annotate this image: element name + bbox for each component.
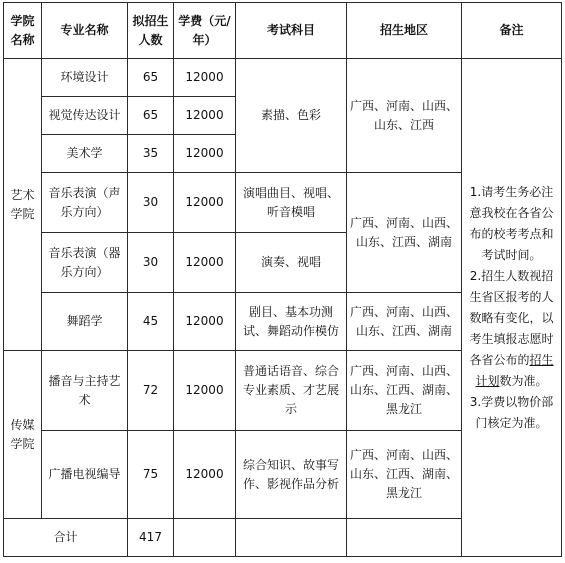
total-quota: 417 xyxy=(128,519,174,557)
note-2 xyxy=(464,266,559,392)
tuition-cell: 12000 xyxy=(174,293,236,351)
major-cell: 音乐表演（声乐方向） xyxy=(42,173,128,233)
region-music: 广西、河南、山西、山东、江西、湖南 xyxy=(347,173,462,293)
total-label: 合计 xyxy=(4,519,128,557)
quota-cell: 35 xyxy=(128,135,174,173)
tuition-cell: 12000 xyxy=(174,97,236,135)
notes-cell xyxy=(462,59,562,557)
table-row xyxy=(4,59,562,97)
tuition-cell: 12000 xyxy=(174,135,236,173)
quota-cell: 72 xyxy=(128,351,174,431)
header-tuition: 学费（元/年） xyxy=(174,3,236,59)
header-college: 学院名称 xyxy=(4,3,42,59)
tuition-cell: 12000 xyxy=(174,59,236,97)
region-broadcast: 广西、河南、山西、山东、江西、湖南、黑龙江 xyxy=(347,351,462,431)
total-empty xyxy=(347,519,462,557)
exam-vocal: 演唱曲目、视唱、听音模唱 xyxy=(236,173,347,233)
region-directing: 广西、河南、山西、山东、江西、湖南、黑龙江 xyxy=(347,431,462,519)
quota-cell: 65 xyxy=(128,59,174,97)
total-empty xyxy=(236,519,347,557)
quota-cell: 75 xyxy=(128,431,174,519)
major-cell: 广播电视编导 xyxy=(42,431,128,519)
tuition-cell: 12000 xyxy=(174,233,236,293)
header-major: 专业名称 xyxy=(42,3,128,59)
major-cell: 音乐表演（器乐方向） xyxy=(42,233,128,293)
admissions-table xyxy=(3,2,562,557)
admission-plan-link[interactable]: 招生计划 xyxy=(475,352,554,388)
header-notes: 备注 xyxy=(462,3,562,59)
tuition-cell: 12000 xyxy=(174,351,236,431)
major-cell: 美术学 xyxy=(42,135,128,173)
major-cell: 环境设计 xyxy=(42,59,128,97)
exam-instrumental: 演奏、视唱 xyxy=(236,233,347,293)
header-quota: 拟招生人数 xyxy=(128,3,174,59)
quota-cell: 30 xyxy=(128,233,174,293)
major-cell: 舞蹈学 xyxy=(42,293,128,351)
header-region: 招生地区 xyxy=(347,3,462,59)
note-2-tail: 数为准。 xyxy=(499,373,548,388)
quota-cell: 30 xyxy=(128,173,174,233)
region-fine-arts: 广西、河南、山西、山东、江西 xyxy=(347,59,462,173)
quota-cell: 65 xyxy=(128,97,174,135)
note-1: 1.请考生务必注意我校在各省公布的校考考点和考试时间。 xyxy=(469,184,554,262)
total-empty xyxy=(174,519,236,557)
header-row xyxy=(4,3,562,59)
tuition-cell: 12000 xyxy=(174,173,236,233)
quota-cell: 45 xyxy=(128,293,174,351)
exam-directing: 综合知识、故事写作、影视作品分析 xyxy=(236,431,347,519)
note-3: 3.学费以物价部门核定为准。 xyxy=(469,394,554,430)
college-media: 传媒学院 xyxy=(4,351,42,519)
region-dance: 广西、河南、山西、山东、江西、湖南 xyxy=(347,293,462,351)
exam-fine-arts: 素描、色彩 xyxy=(236,59,347,173)
major-cell: 播音与主持艺术 xyxy=(42,351,128,431)
note-2-text: 2.招生人数视招生省区报考的人数略有变化，以考生填报志愿时各省公布的 xyxy=(469,268,554,367)
exam-broadcast: 普通话语音、综合专业素质、才艺展示 xyxy=(236,351,347,431)
college-arts: 艺术学院 xyxy=(4,59,42,351)
major-cell: 视觉传达设计 xyxy=(42,97,128,135)
header-exam: 考试科目 xyxy=(236,3,347,59)
tuition-cell: 12000 xyxy=(174,431,236,519)
exam-dance: 剧目、基本功测试、舞蹈动作模仿 xyxy=(236,293,347,351)
